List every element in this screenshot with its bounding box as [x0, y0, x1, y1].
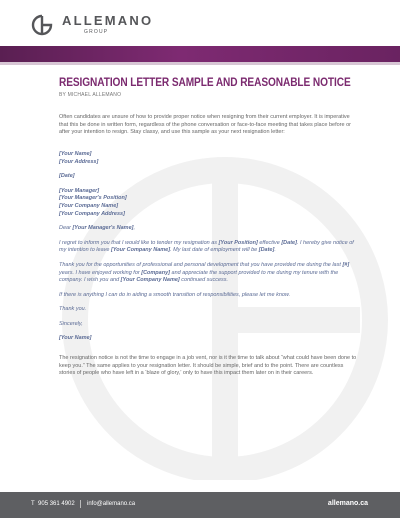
article: [59, 77, 359, 383]
greeting-prefix: Dear: [59, 225, 73, 232]
recipient-company: [Your Company Name]: [59, 202, 119, 209]
greeting-suffix: ,: [133, 225, 135, 232]
p1-company: [Your Company Name]: [110, 247, 171, 254]
greeting-name: [Your Manager's Name]: [72, 225, 134, 232]
footer-website-link[interactable]: allemano.ca: [327, 500, 368, 507]
header-stripe: [0, 46, 400, 62]
letter-paragraph-1: [59, 240, 359, 255]
letter-signature: [Your Name]: [59, 335, 92, 342]
recipient-block: [59, 188, 359, 218]
p1-text-b: effective: [257, 239, 282, 246]
greeting: [59, 225, 359, 233]
recipient-position: [Your Manager's Position]: [59, 195, 127, 202]
article-title: RESIGNATION LETTER SAMPLE AND REASONABLE NOTICE: [59, 77, 351, 89]
p1-text-a: I regret to inform you that I would like to tender my resignation as: [59, 239, 219, 246]
letter-thanks: Thank you.: [59, 306, 87, 313]
outro-paragraph: The resignation notice is not the time to engage in a job vent, nor is it the time to talk about “what could have been done to keep you.” The same applies to your resignation letter. It should be simple, brief and to the point. There are countless stories of people who have left in a ‘blaze of glory,’ only to have this impact them later on in their careers.: [59, 355, 357, 377]
letter-date: [Date]: [59, 173, 75, 180]
recipient-company-address: [Your Company Address]: [59, 210, 125, 217]
p1-last-date: [Date]: [258, 247, 275, 254]
p1-text-d: . My last date of employment will be: [170, 247, 259, 254]
sender-block: [59, 151, 359, 166]
p1-position: [Your Position]: [218, 239, 258, 246]
date-block: [59, 173, 359, 181]
letter-paragraph-3: If there is anything I can do in aiding a smooth transition of responsibilities, please let me know.: [59, 291, 291, 298]
footer: [0, 492, 400, 518]
footer-divider: [80, 500, 81, 508]
p2-years: [#]: [342, 261, 350, 268]
article-author: BY MICHAEL ALLEMANO: [59, 91, 122, 98]
p1-date: [Date]: [281, 239, 297, 246]
brand-name: ALLEMANO: [62, 13, 154, 28]
p1-text-c: . I hereby give notice of my intention to leave: [59, 239, 354, 254]
footer-phone: [31, 501, 75, 507]
sender-name: [Your Name]: [59, 150, 92, 157]
p2-company-name: [Your Company Name]: [120, 277, 180, 284]
p2-text-b: years. I have enjoyed working for: [59, 269, 142, 276]
letter-closing: Sincerely,: [59, 320, 83, 327]
letter-sample: [59, 151, 359, 343]
header-stripe-shadow: [0, 62, 400, 65]
p1-text-e: .: [274, 247, 276, 254]
intro-paragraph: Often candidates are unsure of how to provide proper notice when resigning from their current employer. It is imperative that this be done in written form, regardless of the phone conversation or face-to-face meeting that takes place before or after your intention to resign. Stay classy, and use this sample as your next resignation letter:: [59, 114, 351, 136]
phone-number: 905 361 4902: [38, 501, 75, 507]
sender-address: [Your Address]: [59, 158, 99, 165]
header: [0, 0, 400, 46]
p2-text-c: and appreciate the support provided to me during my tenure with the company. I wish you and: [59, 269, 339, 284]
letter-paragraph-2: [59, 262, 359, 285]
allemano-logo-icon: [31, 14, 53, 36]
brand-subtitle: GROUP: [84, 29, 109, 35]
p2-company: [Company]: [141, 269, 170, 276]
phone-prefix: T: [31, 501, 35, 507]
p2-text-d: continued success.: [179, 277, 229, 284]
p2-text-a: Thank you for the opportunities of professional and personal development that you have provided me during the last: [59, 261, 343, 268]
footer-email-link[interactable]: info@allemano.ca: [87, 501, 136, 507]
recipient-manager: [Your Manager]: [59, 187, 100, 194]
